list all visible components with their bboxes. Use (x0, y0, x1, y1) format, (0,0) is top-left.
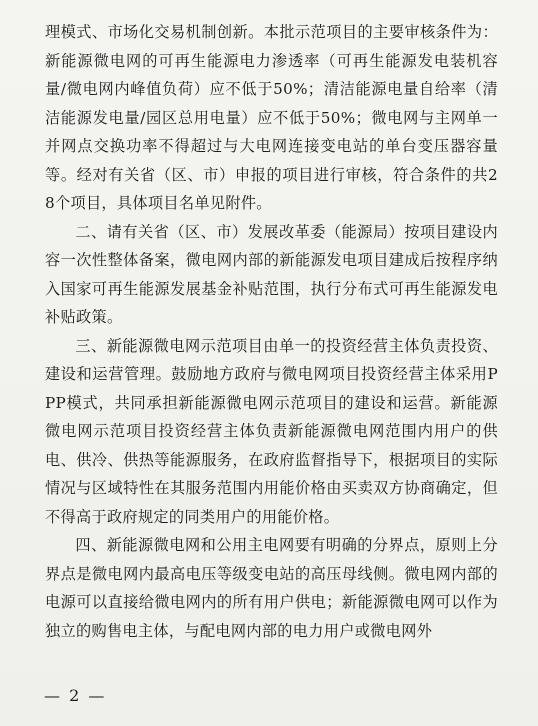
paragraph-continuation: 理模式、市场化交易机制创新。本批示范项目的主要审核条件为：新能源微电网的可再生能源电力渗透率（可再生能源发电装机容量/微电网内峰值负荷）应不低于50%；清洁能源电量自给率（清洁能源发电量/园区总用电量）应不低于50%；微电网与主网单一并网点交换功率不得超过与大电网连接变电站的单台变压器容量等。经对有关省（区、市）申报的项目进行审核，符合条件的共28个项目，具体项目名单见附件。 (45, 23, 498, 212)
page-number: — 2 — (44, 686, 107, 705)
paragraph-item-2: 二、请有关省（区、市）发展改革委（能源局）按项目建设内容一次性整体备案，微电网内部的新能源发电项目建成后按程序纳入国家可再生能源发展基金补贴范围，执行分布式可再生能源发电补贴政策。 (45, 222, 498, 326)
document-body (45, 18, 498, 645)
paragraph-item-4: 四、新能源微电网和公用主电网要有明确的分界点，原则上分界点是微电网内最高电压等级变电站的高压母线侧。微电网内部的电源可以直接给微电网内的所有用户供电；新能源微电网可以作为独立的购售电主体，与配电网内部的电力用户或微电网外 (45, 536, 498, 640)
paragraph-item-3: 三、新能源微电网示范项目由单一的投资经营主体负责投资、建设和运营管理。鼓励地方政府与微电网项目投资经营主体采用PPP模式，共同承担新能源微电网示范项目的建设和运营。新能源微电网示范项目投资经营主体负责新能源微电网范围内用户的供电、供冷、供热等能源服务，在政府监督指导下，根据项目的实际情况与区域特性在其服务范围内用能价格由买卖双方协商确定，但不得高于政府规定的同类用户的用能价格。 (45, 336, 498, 526)
